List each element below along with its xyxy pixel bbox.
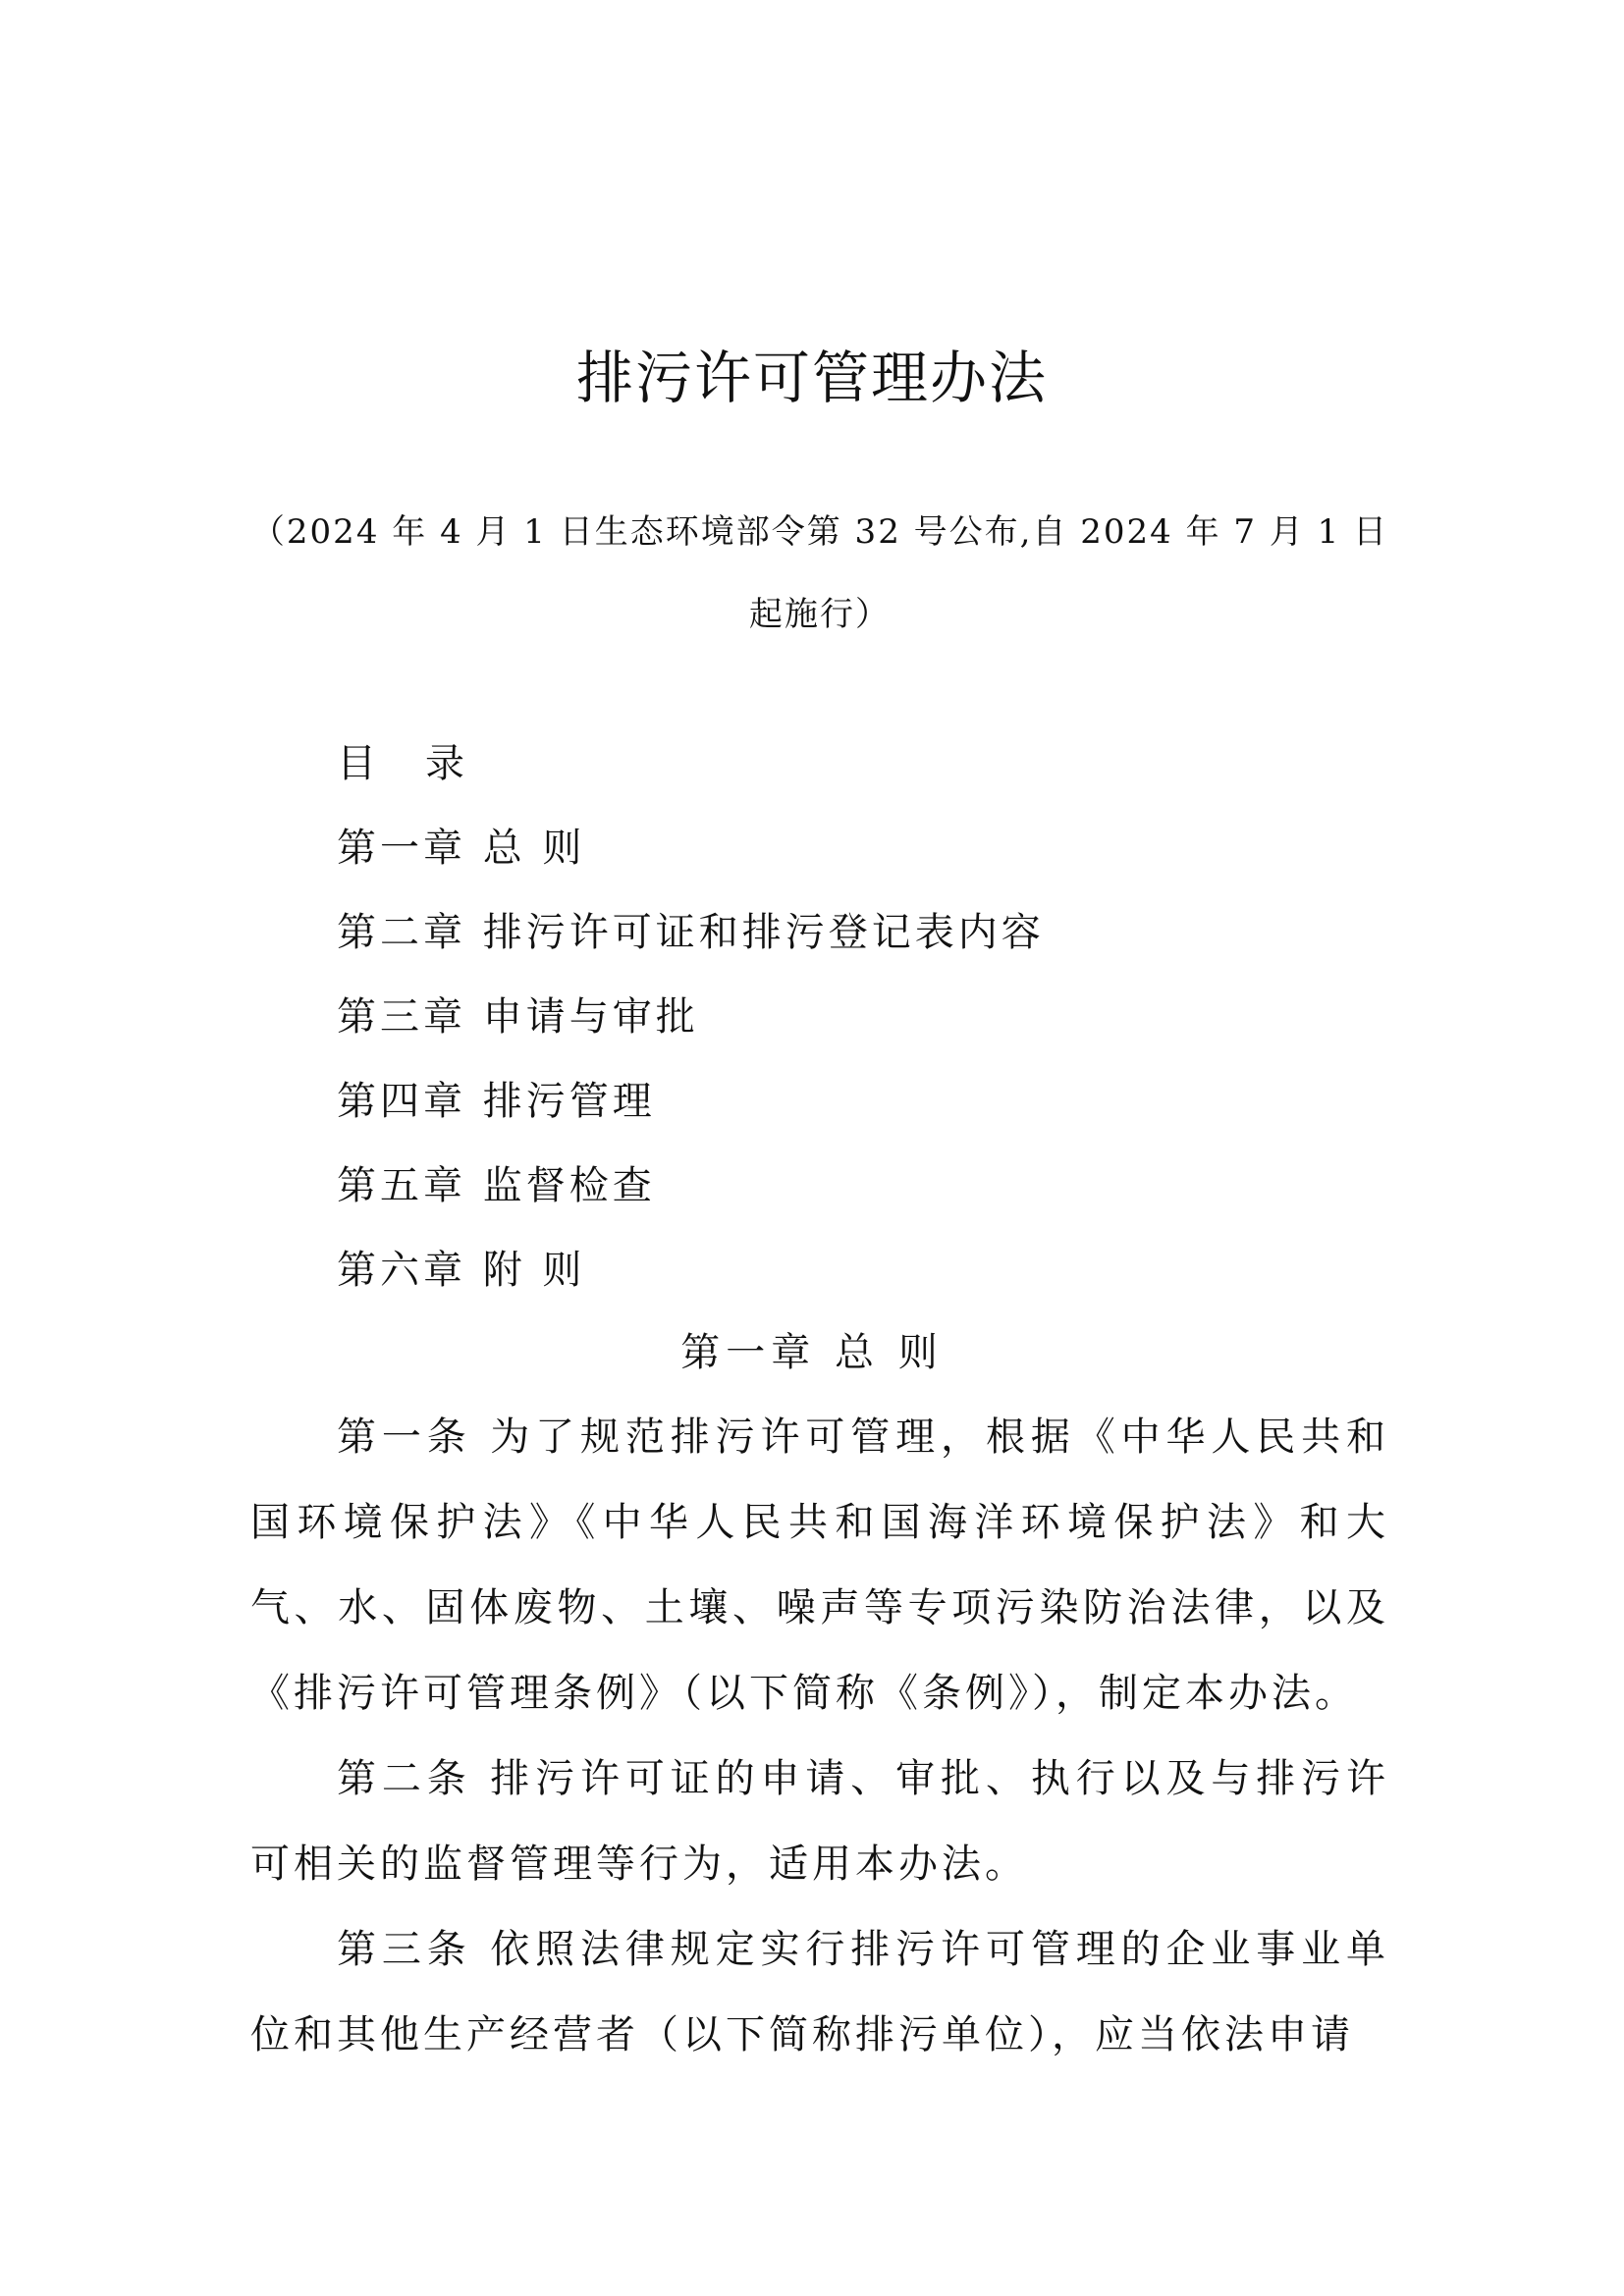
article-body <box>250 1395 1389 2078</box>
toc-item: 第一章 总 则 <box>337 826 586 871</box>
document-subtitle: （2024 年 4 月 1 日生态环境部令第 32 号公布,自 2024 年 7 月 1 日起施行） <box>250 512 1389 634</box>
table-of-contents <box>337 721 1045 1312</box>
article-paragraph: 第一条 为了规范排污许可管理，根据《中华人民共和国环境保护法》《中华人民共和国海洋环境保护法》和大气、水、固体废物、土壤、噪声等专项污染防治法律，以及《排污许可管理条例》（以下简称《条例》），制定本办法。 <box>250 1415 1389 1716</box>
toc-item: 第四章 排污管理 <box>337 1079 656 1124</box>
chapter-heading: 第一章 总 则 <box>680 1330 944 1375</box>
toc-item: 第二章 排污许可证和排污登记表内容 <box>337 910 1045 955</box>
document-title: 排污许可管理办法 <box>575 345 1048 411</box>
toc-item: 第五章 监督检查 <box>337 1163 656 1208</box>
toc-item: 第六章 附 则 <box>337 1248 586 1293</box>
toc-heading: 目录 <box>337 741 514 786</box>
article-paragraph: 第二条 排污许可证的申请、审批、执行以及与排污许可相关的监督管理等行为，适用本办法。 <box>250 1756 1389 1887</box>
toc-item: 第三章 申请与审批 <box>337 994 699 1040</box>
article-paragraph: 第三条 依照法律规定实行排污许可管理的企业事业单位和其他生产经营者（以下简称排污单位），应当依法申请 <box>250 1927 1389 2057</box>
